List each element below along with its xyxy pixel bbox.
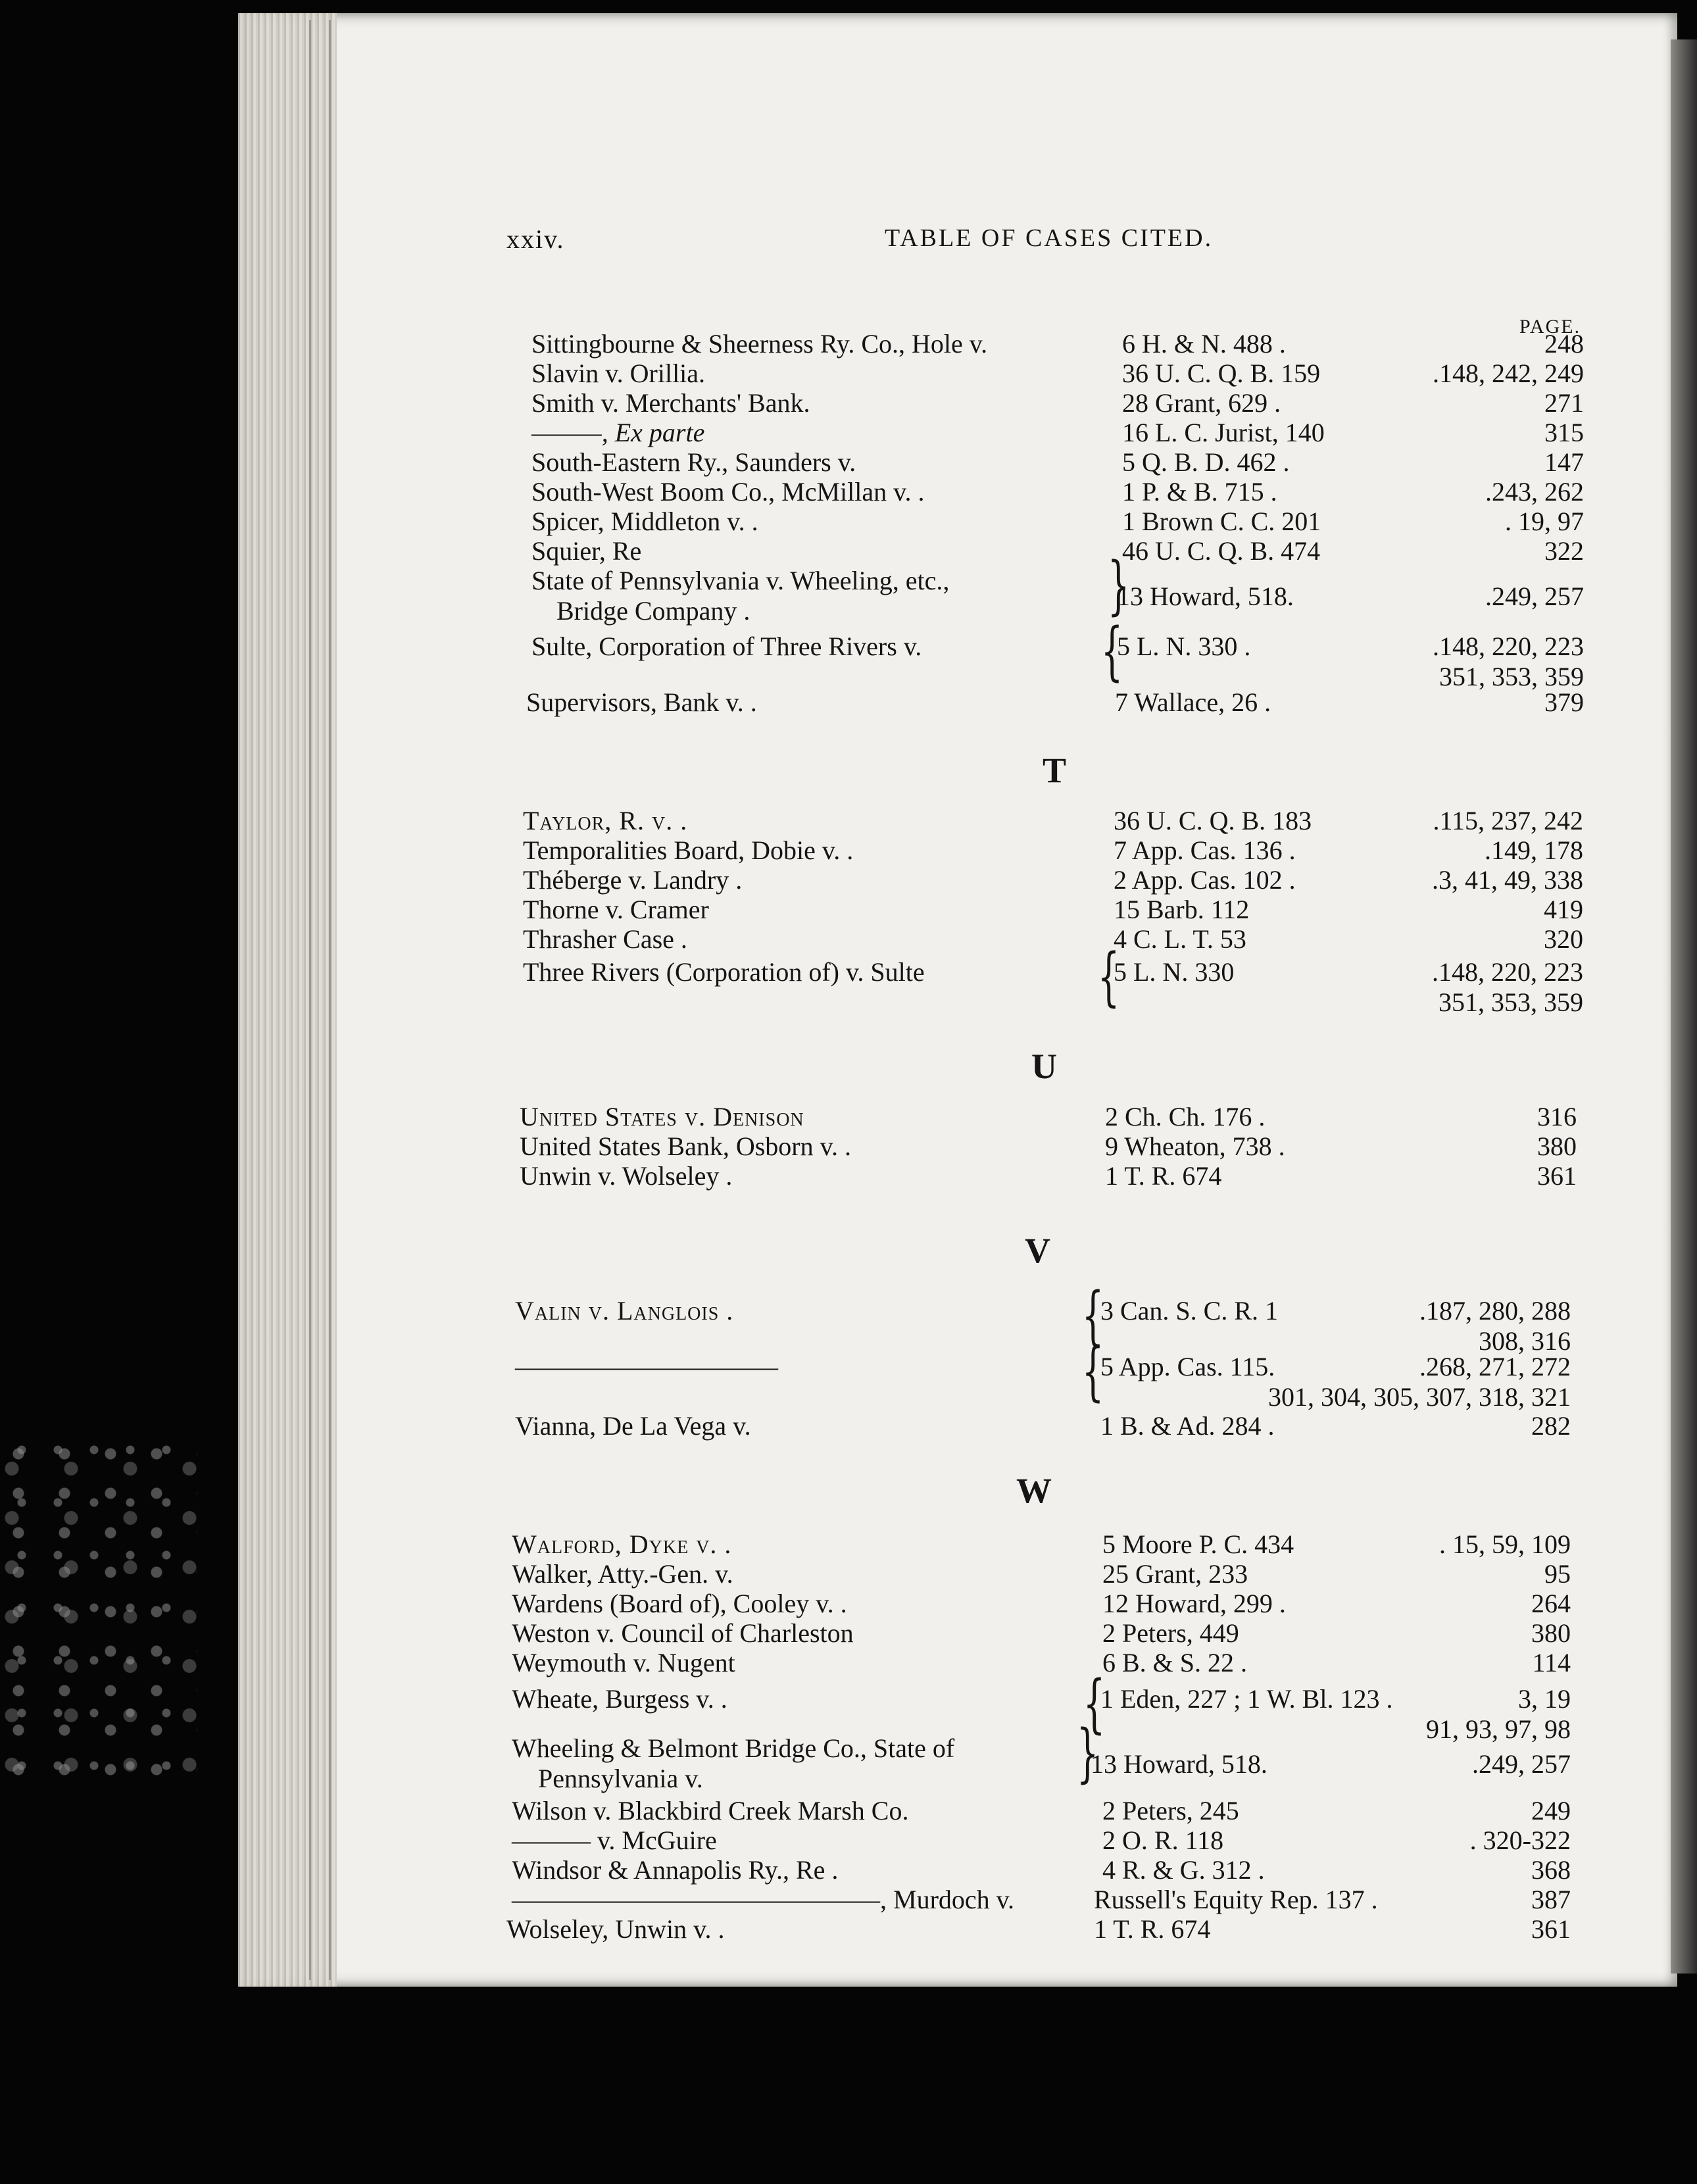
case-name: Windsor & Annapolis Ry., Re . (512, 1855, 839, 1885)
case-reference: 2 Peters, 449 (1102, 1618, 1239, 1648)
case-reference: 2 App. Cas. 102 . (1114, 865, 1296, 895)
brace-icon: { (1097, 940, 1120, 1014)
case-pages: . 320-322 (1469, 1825, 1571, 1855)
case-pages: 320 (1544, 924, 1583, 954)
case-reference: 28 Grant, 629 . (1122, 388, 1281, 418)
case-name-continued: Pennsylvania v. (538, 1764, 703, 1793)
case-name: Vianna, De La Vega v. (515, 1411, 751, 1441)
case-name: Thrasher Case . (523, 924, 687, 954)
section-letter: T (1043, 751, 1067, 790)
case-reference: 25 Grant, 233 (1102, 1559, 1248, 1589)
case-reference: Russell's Equity Rep. 137 . (1094, 1885, 1378, 1914)
table-row (520, 1131, 1577, 1162)
case-reference: 36 U. C. Q. B. 183 (1114, 806, 1312, 835)
case-name: Walford, Dyke v. . (512, 1529, 732, 1559)
section-letter: V (1025, 1231, 1050, 1270)
case-reference: 46 U. C. Q. B. 474 (1122, 536, 1321, 566)
table-row (523, 865, 1583, 895)
case-name: State of Pennsylvania v. Wheeling, etc., (531, 566, 950, 595)
scan-noise (0, 1434, 197, 1802)
page-rule-left (309, 20, 311, 1980)
case-pages: 380 (1537, 1131, 1577, 1161)
table-row (512, 1825, 1571, 1856)
case-reference: 5 L. N. 330 . (1117, 632, 1251, 661)
case-pages: 368 (1531, 1855, 1571, 1885)
case-pages: .148, 220, 223 (1432, 957, 1583, 987)
case-reference: 5 Q. B. D. 462 . (1122, 447, 1290, 477)
brace-icon: { (1100, 614, 1123, 688)
case-pages: 387 (1531, 1885, 1571, 1914)
page-right-edge (1671, 39, 1697, 1973)
case-pages: .3, 41, 49, 338 (1432, 865, 1583, 895)
case-name: Thorne v. Cramer (523, 895, 709, 924)
case-name: Temporalities Board, Dobie v. . (523, 835, 854, 865)
case-reference: 7 Wallace, 26 . (1115, 687, 1271, 717)
table-row (512, 1589, 1571, 1619)
case-pages: 282 (1531, 1411, 1571, 1441)
case-reference: 12 Howard, 299 . (1102, 1589, 1286, 1618)
case-reference: 2 Peters, 245 (1102, 1796, 1239, 1825)
case-reference: 5 App. Cas. 115. (1100, 1352, 1275, 1381)
case-reference: 13 Howard, 518. (1091, 1749, 1267, 1779)
case-name: United States Bank, Osborn v. . (520, 1131, 852, 1161)
case-pages: 380 (1531, 1618, 1571, 1648)
case-name: Wheeling & Belmont Bridge Co., State of (512, 1733, 955, 1763)
table-row (531, 359, 1584, 389)
folio-number: xxiv. (506, 224, 565, 254)
case-reference: 13 Howard, 518. (1117, 582, 1294, 611)
page-column-label: PAGE. (1519, 316, 1581, 337)
section-letter: W (1016, 1471, 1052, 1510)
case-reference: 1 B. & Ad. 284 . (1100, 1411, 1275, 1441)
case-pages-continued: 351, 353, 359 (1439, 987, 1583, 1017)
case-pages: 3, 19 (1518, 1684, 1571, 1714)
case-reference: 9 Wheaton, 738 . (1105, 1131, 1285, 1161)
table-row (531, 536, 1584, 566)
case-pages: 95 (1544, 1559, 1571, 1589)
case-pages: 419 (1544, 895, 1583, 924)
case-reference: 15 Barb. 112 (1114, 895, 1250, 924)
case-reference: 7 App. Cas. 136 . (1114, 835, 1296, 865)
case-pages: .148, 220, 223 (1433, 632, 1584, 661)
case-name: Squier, Re (531, 536, 642, 566)
case-pages: .249, 257 (1472, 1749, 1571, 1779)
case-pages: . 19, 97 (1505, 507, 1584, 536)
case-pages: 379 (1544, 687, 1584, 717)
case-pages: 322 (1544, 536, 1584, 566)
table-row (512, 1796, 1571, 1826)
case-pages: .249, 257 (1485, 582, 1584, 611)
case-pages-continued: 308, 316 (1479, 1326, 1571, 1356)
brace-icon: { (1081, 1279, 1104, 1353)
case-name: Sittingbourne & Sheerness Ry. Co., Hole v. (531, 329, 988, 359)
case-name: Wheate, Burgess v. . (512, 1684, 727, 1714)
case-reference: 6 H. & N. 488 . (1122, 329, 1286, 359)
table-row (526, 687, 1584, 718)
case-name: Supervisors, Bank v. . (526, 687, 757, 717)
table-row (512, 1529, 1571, 1560)
case-reference: 1 Eden, 227 ; 1 W. Bl. 123 . (1100, 1684, 1393, 1714)
table-row (515, 1411, 1571, 1441)
case-pages: .148, 242, 249 (1433, 359, 1584, 388)
case-reference: 2 Ch. Ch. 176 . (1105, 1102, 1266, 1131)
case-name-continued: Bridge Company . (556, 596, 750, 626)
case-name: Wardens (Board of), Cooley v. . (512, 1589, 847, 1618)
case-pages: . 15, 59, 109 (1439, 1529, 1571, 1559)
table-row (531, 447, 1584, 478)
case-pages: .268, 271, 272 (1419, 1352, 1571, 1381)
case-name: ——— v. McGuire (512, 1825, 717, 1855)
case-pages: 361 (1537, 1161, 1577, 1191)
table-row (512, 1648, 1571, 1678)
case-reference: 1 P. & B. 715 . (1122, 477, 1277, 507)
case-reference: 3 Can. S. C. R. 1 (1100, 1296, 1279, 1326)
brace-icon: } (1107, 549, 1130, 622)
case-reference: 36 U. C. Q. B. 159 (1122, 359, 1321, 388)
case-reference: 2 O. R. 118 (1102, 1825, 1224, 1855)
table-row (531, 477, 1584, 507)
page-header (506, 224, 1592, 263)
case-name: Weston v. Council of Charleston (512, 1618, 854, 1648)
case-name: Wolseley, Unwin v. . (506, 1914, 725, 1944)
case-pages-continued: 351, 353, 359 (1439, 662, 1584, 691)
case-reference: 4 C. L. T. 53 (1114, 924, 1246, 954)
case-reference: 6 B. & S. 22 . (1102, 1648, 1248, 1677)
case-name: Weymouth v. Nugent (512, 1648, 735, 1677)
table-row (523, 895, 1583, 925)
case-pages: 316 (1537, 1102, 1577, 1131)
case-name: South-Eastern Ry., Saunders v. (531, 447, 856, 477)
case-pages: 248 (1544, 329, 1584, 359)
case-reference: 5 L. N. 330 (1114, 957, 1235, 987)
table-row (512, 1855, 1571, 1885)
case-name: United States v. Denison (520, 1102, 804, 1131)
section-letter: U (1031, 1047, 1057, 1086)
table-row (531, 507, 1584, 537)
case-pages: 361 (1531, 1914, 1571, 1944)
brace-icon: { (1083, 1667, 1106, 1741)
table-row (531, 388, 1584, 418)
table-row (520, 1102, 1577, 1132)
case-name: Slavin v. Orillia. (531, 359, 706, 388)
case-name: Wilson v. Blackbird Creek Marsh Co. (512, 1796, 909, 1825)
table-row (520, 1161, 1577, 1191)
case-pages-continued: 91, 93, 97, 98 (1426, 1714, 1571, 1744)
table-row (512, 1885, 1571, 1915)
case-pages: .243, 262 (1485, 477, 1584, 507)
case-name: Théberge v. Landry . (523, 865, 743, 895)
table-row (531, 614, 1584, 692)
brace-icon: } (1076, 1716, 1099, 1790)
table-row (531, 329, 1584, 359)
case-pages: 315 (1544, 418, 1584, 447)
case-name: Spicer, Middleton v. . (531, 507, 758, 536)
case-reference: 16 L. C. Jurist, 140 (1122, 418, 1325, 447)
case-pages: 114 (1532, 1648, 1571, 1677)
case-pages: .187, 280, 288 (1419, 1296, 1571, 1326)
case-name: Walker, Atty.-Gen. v. (512, 1559, 733, 1589)
case-name: ——————————————, Murdoch v. (512, 1885, 1015, 1914)
table-row (531, 418, 1584, 448)
case-reference: 4 R. & G. 312 . (1102, 1855, 1265, 1885)
table-row (506, 1914, 1571, 1945)
case-pages: .149, 178 (1485, 835, 1583, 865)
case-pages: 147 (1544, 447, 1584, 477)
case-name: South-West Boom Co., McMillan v. . (531, 477, 925, 507)
table-row (523, 806, 1583, 836)
case-pages: 264 (1531, 1589, 1571, 1618)
case-pages-continued: 301, 304, 305, 307, 318, 321 (1268, 1382, 1571, 1412)
case-name: ———, Ex parte (531, 418, 705, 447)
case-pages: .115, 237, 242 (1433, 806, 1583, 835)
case-name: Smith v. Merchants' Bank. (531, 388, 810, 418)
case-name: Sulte, Corporation of Three Rivers v. (531, 632, 922, 661)
case-name: Taylor, R. v. . (523, 806, 688, 835)
case-reference: 1 T. R. 674 (1105, 1161, 1222, 1191)
table-row (515, 1279, 1571, 1356)
case-reference: 5 Moore P. C. 434 (1102, 1529, 1294, 1559)
table-row (523, 924, 1583, 955)
case-name: Three Rivers (Corporation of) v. Sulte (523, 957, 925, 987)
table-row (512, 1618, 1571, 1649)
case-pages: 271 (1544, 388, 1584, 418)
case-name: Valin v. Langlois . (515, 1296, 734, 1326)
case-name: Unwin v. Wolseley . (520, 1161, 733, 1191)
case-reference: 1 Brown C. C. 201 (1122, 507, 1321, 536)
page-title: TABLE OF CASES CITED. (885, 224, 1214, 252)
page-binding-edge (238, 13, 337, 1987)
table-row (512, 1559, 1571, 1589)
case-name: —————————— (515, 1352, 778, 1381)
case-pages: 249 (1531, 1796, 1571, 1825)
case-reference: 1 T. R. 674 (1094, 1914, 1211, 1944)
brace-icon: { (1081, 1335, 1104, 1408)
page-rule-inner (329, 20, 331, 1980)
table-row (523, 835, 1583, 866)
table-row (523, 940, 1583, 1018)
